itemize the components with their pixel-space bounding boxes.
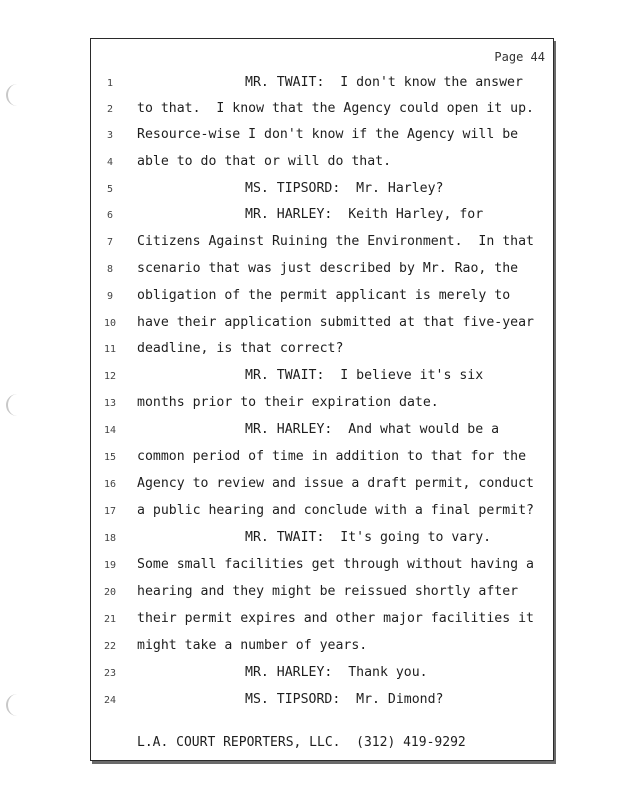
line-text: Agency to review and issue a draft permit, conduct <box>137 476 534 491</box>
line-number: 18 <box>103 533 117 544</box>
transcript-line <box>91 152 551 176</box>
line-number: 11 <box>103 344 117 355</box>
line-number: 15 <box>103 452 117 463</box>
line-text: might take a number of years. <box>137 638 368 653</box>
line-number: 23 <box>103 668 117 679</box>
line-text: to that. I know that the Agency could open it up. <box>137 101 534 116</box>
line-text: hearing and they might be reissued shortly after <box>137 584 519 599</box>
line-text: common period of time in addition to that for the <box>137 449 527 464</box>
line-number: 22 <box>103 641 117 652</box>
line-text: Citizens Against Ruining the Environment. In that <box>137 234 534 249</box>
line-number: 16 <box>103 479 117 490</box>
line-number: 13 <box>103 398 117 409</box>
transcript-line <box>91 73 551 97</box>
line-number: 21 <box>103 614 117 625</box>
line-number: 19 <box>103 560 117 571</box>
line-text: MR. HARLEY: Thank you. <box>245 665 428 680</box>
transcript-line <box>91 286 551 310</box>
line-text: a public hearing and conclude with a final permit? <box>137 503 534 518</box>
reporter-footer: L.A. COURT REPORTERS, LLC. (312) 419-9292 <box>137 735 466 750</box>
transcript-line <box>91 609 551 633</box>
line-text: scenario that was just described by Mr. Rao, the <box>137 261 519 276</box>
line-number: 10 <box>103 318 117 329</box>
line-text: have their application submitted at that five-year <box>137 315 534 330</box>
transcript-line <box>91 420 551 444</box>
line-text: deadline, is that correct? <box>137 341 344 356</box>
transcript-line <box>91 99 551 123</box>
line-number: 8 <box>106 264 114 275</box>
transcript-line <box>91 393 551 417</box>
line-text: their permit expires and other major facilities it <box>137 611 534 626</box>
transcript-line <box>91 555 551 579</box>
line-number: 24 <box>103 695 117 706</box>
line-text: MR. TWAIT: I don't know the answer <box>245 75 523 90</box>
line-text: obligation of the permit applicant is merely to <box>137 288 511 303</box>
line-text: MS. TIPSORD: Mr. Harley? <box>245 181 444 196</box>
line-text: MR. TWAIT: I believe it's six <box>245 368 484 383</box>
line-number: 14 <box>103 425 117 436</box>
line-text: MR. HARLEY: Keith Harley, for <box>245 207 484 222</box>
line-text: Resource-wise I don't know if the Agency will be <box>137 127 519 142</box>
line-text: Some small facilities get through without having a <box>137 557 534 572</box>
line-number: 1 <box>106 78 114 89</box>
transcript-line <box>91 205 551 229</box>
transcript-line <box>91 501 551 525</box>
transcript-line <box>91 259 551 283</box>
line-number: 5 <box>106 184 114 195</box>
transcript-line <box>91 125 551 149</box>
binder-hole-mark <box>6 694 18 716</box>
transcript-line <box>91 474 551 498</box>
transcript-line <box>91 690 551 714</box>
line-text: MR. HARLEY: And what would be a <box>245 422 500 437</box>
transcript-line <box>91 366 551 390</box>
transcript-line <box>91 313 551 337</box>
line-number: 20 <box>103 587 117 598</box>
line-number: 2 <box>106 104 114 115</box>
line-text: MR. TWAIT: It's going to vary. <box>245 530 492 545</box>
transcript-page <box>90 38 554 761</box>
binder-hole-mark <box>6 394 18 416</box>
transcript-line <box>91 663 551 687</box>
line-text: able to do that or will do that. <box>137 154 392 169</box>
line-number: 3 <box>106 130 114 141</box>
line-number: 17 <box>103 506 117 517</box>
transcript-line <box>91 179 551 203</box>
transcript-line <box>91 339 551 363</box>
line-number: 6 <box>106 210 114 221</box>
transcript-line <box>91 232 551 256</box>
binder-hole-mark <box>6 84 18 106</box>
line-number: 4 <box>106 157 114 168</box>
transcript-line <box>91 636 551 660</box>
line-text: MS. TIPSORD: Mr. Dimond? <box>245 692 444 707</box>
line-number: 9 <box>106 291 114 302</box>
line-number: 12 <box>103 371 117 382</box>
page-number: Page 44 <box>494 50 545 64</box>
line-text: months prior to their expiration date. <box>137 395 439 410</box>
transcript-line <box>91 582 551 606</box>
line-number: 7 <box>106 237 114 248</box>
transcript-line <box>91 447 551 471</box>
transcript-line <box>91 528 551 552</box>
